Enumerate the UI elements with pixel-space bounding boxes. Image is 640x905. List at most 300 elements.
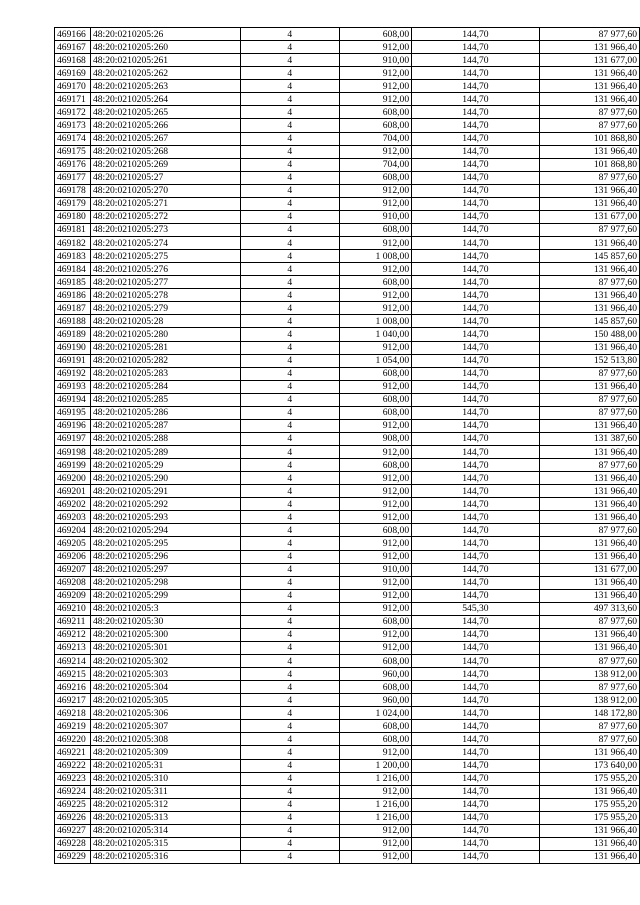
cadastral-value-cell: 131 966,40 — [539, 785, 639, 798]
cadastral-number-cell: 48:20:0210205:284 — [90, 380, 240, 393]
table-row — [55, 158, 640, 171]
group-cell: 4 — [240, 80, 339, 93]
cadastral-value-cell: 87 977,60 — [539, 524, 639, 537]
area-cell: 910,00 — [339, 210, 412, 223]
table-row — [55, 785, 640, 798]
row-id-cell: 469214 — [55, 655, 91, 668]
specific-value-cell: 144,70 — [412, 511, 540, 524]
area-cell: 704,00 — [339, 132, 412, 145]
row-id-cell: 469167 — [55, 41, 91, 54]
table-row — [55, 759, 640, 772]
cadastral-number-cell: 48:20:0210205:283 — [90, 367, 240, 380]
group-cell: 4 — [240, 498, 339, 511]
group-cell: 4 — [240, 850, 339, 863]
cadastral-value-cell: 87 977,60 — [539, 720, 639, 733]
table-row — [55, 707, 640, 720]
table-row — [55, 772, 640, 785]
specific-value-cell: 144,70 — [412, 80, 540, 93]
cadastral-number-cell: 48:20:0210205:270 — [90, 184, 240, 197]
group-cell: 4 — [240, 759, 339, 772]
cadastral-number-cell: 48:20:0210205:311 — [90, 785, 240, 798]
area-cell: 912,00 — [339, 498, 412, 511]
cadastral-value-table — [54, 27, 640, 864]
row-id-cell: 469192 — [55, 367, 91, 380]
group-cell: 4 — [240, 380, 339, 393]
cadastral-value-cell: 152 513,80 — [539, 354, 639, 367]
specific-value-cell: 144,70 — [412, 263, 540, 276]
area-cell: 608,00 — [339, 655, 412, 668]
cadastral-value-cell: 131 966,40 — [539, 550, 639, 563]
group-cell: 4 — [240, 302, 339, 315]
area-cell: 608,00 — [339, 733, 412, 746]
row-id-cell: 469172 — [55, 106, 91, 119]
row-id-cell: 469187 — [55, 302, 91, 315]
area-cell: 608,00 — [339, 615, 412, 628]
row-id-cell: 469200 — [55, 472, 91, 485]
table-row — [55, 681, 640, 694]
table-row — [55, 119, 640, 132]
cadastral-value-cell: 131 966,40 — [539, 289, 639, 302]
cadastral-value-cell: 131 966,40 — [539, 537, 639, 550]
cadastral-number-cell: 48:20:0210205:308 — [90, 733, 240, 746]
cadastral-value-cell: 131 966,40 — [539, 302, 639, 315]
row-id-cell: 469184 — [55, 263, 91, 276]
specific-value-cell: 144,70 — [412, 615, 540, 628]
cadastral-value-cell: 87 977,60 — [539, 223, 639, 236]
specific-value-cell: 144,70 — [412, 171, 540, 184]
cadastral-value-cell: 131 966,40 — [539, 641, 639, 654]
table-row — [55, 485, 640, 498]
group-cell: 4 — [240, 485, 339, 498]
group-cell: 4 — [240, 132, 339, 145]
group-cell: 4 — [240, 472, 339, 485]
area-cell: 1 008,00 — [339, 250, 412, 263]
group-cell: 4 — [240, 171, 339, 184]
cadastral-value-cell: 101 868,80 — [539, 132, 639, 145]
cadastral-value-cell: 175 955,20 — [539, 772, 639, 785]
group-cell: 4 — [240, 158, 339, 171]
group-cell: 4 — [240, 798, 339, 811]
row-id-cell: 469179 — [55, 197, 91, 210]
specific-value-cell: 144,70 — [412, 393, 540, 406]
cadastral-number-cell: 48:20:0210205:291 — [90, 485, 240, 498]
table-row — [55, 406, 640, 419]
cadastral-number-cell: 48:20:0210205:296 — [90, 550, 240, 563]
specific-value-cell: 144,70 — [412, 655, 540, 668]
cadastral-value-cell: 131 966,40 — [539, 498, 639, 511]
specific-value-cell: 144,70 — [412, 798, 540, 811]
row-id-cell: 469181 — [55, 223, 91, 236]
specific-value-cell: 144,70 — [412, 419, 540, 432]
table-row — [55, 145, 640, 158]
row-id-cell: 469208 — [55, 576, 91, 589]
row-id-cell: 469221 — [55, 746, 91, 759]
group-cell: 4 — [240, 406, 339, 419]
cadastral-value-cell: 131 966,40 — [539, 80, 639, 93]
specific-value-cell: 144,70 — [412, 380, 540, 393]
area-cell: 912,00 — [339, 589, 412, 602]
table-row — [55, 328, 640, 341]
row-id-cell: 469219 — [55, 720, 91, 733]
table-row — [55, 106, 640, 119]
cadastral-number-cell: 48:20:0210205:315 — [90, 837, 240, 850]
table-row — [55, 746, 640, 759]
area-cell: 704,00 — [339, 158, 412, 171]
table-row — [55, 250, 640, 263]
cadastral-number-cell: 48:20:0210205:3 — [90, 602, 240, 615]
area-cell: 912,00 — [339, 472, 412, 485]
area-cell: 1 200,00 — [339, 759, 412, 772]
cadastral-value-cell: 87 977,60 — [539, 681, 639, 694]
specific-value-cell: 144,70 — [412, 106, 540, 119]
table-row — [55, 550, 640, 563]
cadastral-number-cell: 48:20:0210205:271 — [90, 197, 240, 210]
cadastral-number-cell: 48:20:0210205:297 — [90, 563, 240, 576]
cadastral-value-cell: 131 966,40 — [539, 446, 639, 459]
row-id-cell: 469225 — [55, 798, 91, 811]
specific-value-cell: 144,70 — [412, 119, 540, 132]
group-cell: 4 — [240, 354, 339, 367]
cadastral-number-cell: 48:20:0210205:30 — [90, 615, 240, 628]
area-cell: 608,00 — [339, 223, 412, 236]
area-cell: 608,00 — [339, 119, 412, 132]
group-cell: 4 — [240, 641, 339, 654]
specific-value-cell: 144,70 — [412, 550, 540, 563]
cadastral-number-cell: 48:20:0210205:281 — [90, 341, 240, 354]
area-cell: 912,00 — [339, 602, 412, 615]
cadastral-value-cell: 497 313,60 — [539, 602, 639, 615]
group-cell: 4 — [240, 289, 339, 302]
group-cell: 4 — [240, 197, 339, 210]
specific-value-cell: 144,70 — [412, 145, 540, 158]
cadastral-value-cell: 131 677,00 — [539, 563, 639, 576]
cadastral-number-cell: 48:20:0210205:276 — [90, 263, 240, 276]
group-cell: 4 — [240, 250, 339, 263]
specific-value-cell: 144,70 — [412, 367, 540, 380]
cadastral-number-cell: 48:20:0210205:279 — [90, 302, 240, 315]
cadastral-value-cell: 131 966,40 — [539, 576, 639, 589]
cadastral-value-cell: 87 977,60 — [539, 28, 639, 41]
specific-value-cell: 144,70 — [412, 576, 540, 589]
specific-value-cell: 144,70 — [412, 772, 540, 785]
area-cell: 1 008,00 — [339, 315, 412, 328]
cadastral-number-cell: 48:20:0210205:275 — [90, 250, 240, 263]
cadastral-value-cell: 131 966,40 — [539, 850, 639, 863]
cadastral-number-cell: 48:20:0210205:304 — [90, 681, 240, 694]
specific-value-cell: 144,70 — [412, 641, 540, 654]
table-row — [55, 824, 640, 837]
area-cell: 608,00 — [339, 524, 412, 537]
group-cell: 4 — [240, 668, 339, 681]
group-cell: 4 — [240, 315, 339, 328]
row-id-cell: 469198 — [55, 446, 91, 459]
row-id-cell: 469216 — [55, 681, 91, 694]
specific-value-cell: 144,70 — [412, 628, 540, 641]
specific-value-cell: 144,70 — [412, 824, 540, 837]
area-cell: 608,00 — [339, 681, 412, 694]
cadastral-value-cell: 87 977,60 — [539, 106, 639, 119]
cadastral-number-cell: 48:20:0210205:272 — [90, 210, 240, 223]
cadastral-number-cell: 48:20:0210205:26 — [90, 28, 240, 41]
specific-value-cell: 144,70 — [412, 850, 540, 863]
specific-value-cell: 144,70 — [412, 67, 540, 80]
specific-value-cell: 144,70 — [412, 223, 540, 236]
cadastral-number-cell: 48:20:0210205:278 — [90, 289, 240, 302]
cadastral-value-cell: 101 868,80 — [539, 158, 639, 171]
cadastral-value-cell: 131 966,40 — [539, 263, 639, 276]
cadastral-number-cell: 48:20:0210205:307 — [90, 720, 240, 733]
cadastral-number-cell: 48:20:0210205:302 — [90, 655, 240, 668]
specific-value-cell: 144,70 — [412, 328, 540, 341]
table-row — [55, 432, 640, 445]
table-row — [55, 237, 640, 250]
table-row — [55, 41, 640, 54]
cadastral-number-cell: 48:20:0210205:295 — [90, 537, 240, 550]
cadastral-value-cell: 87 977,60 — [539, 119, 639, 132]
row-id-cell: 469217 — [55, 694, 91, 707]
specific-value-cell: 144,70 — [412, 707, 540, 720]
specific-value-cell: 144,70 — [412, 184, 540, 197]
group-cell: 4 — [240, 54, 339, 67]
specific-value-cell: 144,70 — [412, 289, 540, 302]
specific-value-cell: 144,70 — [412, 589, 540, 602]
area-cell: 912,00 — [339, 785, 412, 798]
row-id-cell: 469205 — [55, 537, 91, 550]
row-id-cell: 469193 — [55, 380, 91, 393]
cadastral-value-cell: 131 966,40 — [539, 341, 639, 354]
area-cell: 910,00 — [339, 563, 412, 576]
specific-value-cell: 144,70 — [412, 498, 540, 511]
row-id-cell: 469206 — [55, 550, 91, 563]
specific-value-cell: 144,70 — [412, 733, 540, 746]
area-cell: 1 040,00 — [339, 328, 412, 341]
group-cell: 4 — [240, 119, 339, 132]
group-cell: 4 — [240, 733, 339, 746]
group-cell: 4 — [240, 145, 339, 158]
cadastral-value-cell: 87 977,60 — [539, 615, 639, 628]
cadastral-number-cell: 48:20:0210205:260 — [90, 41, 240, 54]
group-cell: 4 — [240, 681, 339, 694]
specific-value-cell: 144,70 — [412, 694, 540, 707]
group-cell: 4 — [240, 550, 339, 563]
group-cell: 4 — [240, 276, 339, 289]
row-id-cell: 469203 — [55, 511, 91, 524]
area-cell: 912,00 — [339, 237, 412, 250]
row-id-cell: 469229 — [55, 850, 91, 863]
specific-value-cell: 144,70 — [412, 237, 540, 250]
cadastral-number-cell: 48:20:0210205:262 — [90, 67, 240, 80]
table-row — [55, 511, 640, 524]
cadastral-value-cell: 87 977,60 — [539, 367, 639, 380]
specific-value-cell: 144,70 — [412, 472, 540, 485]
group-cell: 4 — [240, 446, 339, 459]
table-row — [55, 341, 640, 354]
table-row — [55, 563, 640, 576]
group-cell: 4 — [240, 432, 339, 445]
area-cell: 912,00 — [339, 537, 412, 550]
specific-value-cell: 144,70 — [412, 406, 540, 419]
cadastral-value-cell: 131 966,40 — [539, 628, 639, 641]
row-id-cell: 469177 — [55, 171, 91, 184]
cadastral-number-cell: 48:20:0210205:314 — [90, 824, 240, 837]
area-cell: 912,00 — [339, 263, 412, 276]
row-id-cell: 469226 — [55, 811, 91, 824]
group-cell: 4 — [240, 707, 339, 720]
specific-value-cell: 144,70 — [412, 811, 540, 824]
row-id-cell: 469190 — [55, 341, 91, 354]
table-row — [55, 393, 640, 406]
group-cell: 4 — [240, 785, 339, 798]
cadastral-number-cell: 48:20:0210205:312 — [90, 798, 240, 811]
cadastral-number-cell: 48:20:0210205:305 — [90, 694, 240, 707]
row-id-cell: 469182 — [55, 237, 91, 250]
group-cell: 4 — [240, 746, 339, 759]
row-id-cell: 469211 — [55, 615, 91, 628]
group-cell: 4 — [240, 459, 339, 472]
row-id-cell: 469222 — [55, 759, 91, 772]
cadastral-value-cell: 131 966,40 — [539, 485, 639, 498]
cadastral-value-cell: 131 966,40 — [539, 237, 639, 250]
cadastral-value-cell: 173 640,00 — [539, 759, 639, 772]
area-cell: 608,00 — [339, 367, 412, 380]
group-cell: 4 — [240, 772, 339, 785]
cadastral-value-cell: 131 966,40 — [539, 380, 639, 393]
table-row — [55, 197, 640, 210]
row-id-cell: 469186 — [55, 289, 91, 302]
cadastral-value-cell: 131 966,40 — [539, 837, 639, 850]
row-id-cell: 469195 — [55, 406, 91, 419]
table-row — [55, 315, 640, 328]
table-row — [55, 537, 640, 550]
area-cell: 912,00 — [339, 746, 412, 759]
group-cell: 4 — [240, 237, 339, 250]
cadastral-number-cell: 48:20:0210205:28 — [90, 315, 240, 328]
area-cell: 608,00 — [339, 28, 412, 41]
specific-value-cell: 144,70 — [412, 785, 540, 798]
area-cell: 960,00 — [339, 694, 412, 707]
area-cell: 908,00 — [339, 432, 412, 445]
table-row — [55, 459, 640, 472]
cadastral-value-cell: 131 966,40 — [539, 145, 639, 158]
specific-value-cell: 144,70 — [412, 681, 540, 694]
cadastral-number-cell: 48:20:0210205:286 — [90, 406, 240, 419]
table-row — [55, 93, 640, 106]
cadastral-number-cell: 48:20:0210205:313 — [90, 811, 240, 824]
cadastral-number-cell: 48:20:0210205:268 — [90, 145, 240, 158]
group-cell: 4 — [240, 93, 339, 106]
group-cell: 4 — [240, 419, 339, 432]
cadastral-value-cell: 131 966,40 — [539, 93, 639, 106]
table-row — [55, 655, 640, 668]
table-row — [55, 184, 640, 197]
cadastral-number-cell: 48:20:0210205:31 — [90, 759, 240, 772]
specific-value-cell: 144,70 — [412, 302, 540, 315]
area-cell: 912,00 — [339, 824, 412, 837]
cadastral-value-cell: 131 966,40 — [539, 197, 639, 210]
group-cell: 4 — [240, 602, 339, 615]
cadastral-value-cell: 131 966,40 — [539, 184, 639, 197]
table-body — [55, 28, 640, 864]
row-id-cell: 469215 — [55, 668, 91, 681]
cadastral-number-cell: 48:20:0210205:267 — [90, 132, 240, 145]
cadastral-value-cell: 131 677,00 — [539, 210, 639, 223]
row-id-cell: 469224 — [55, 785, 91, 798]
group-cell: 4 — [240, 694, 339, 707]
specific-value-cell: 144,70 — [412, 276, 540, 289]
row-id-cell: 469213 — [55, 641, 91, 654]
area-cell: 912,00 — [339, 576, 412, 589]
row-id-cell: 469210 — [55, 602, 91, 615]
specific-value-cell: 144,70 — [412, 668, 540, 681]
area-cell: 1 216,00 — [339, 798, 412, 811]
cadastral-value-cell: 150 488,00 — [539, 328, 639, 341]
cadastral-number-cell: 48:20:0210205:306 — [90, 707, 240, 720]
group-cell: 4 — [240, 511, 339, 524]
cadastral-number-cell: 48:20:0210205:285 — [90, 393, 240, 406]
cadastral-number-cell: 48:20:0210205:282 — [90, 354, 240, 367]
specific-value-cell: 144,70 — [412, 132, 540, 145]
group-cell: 4 — [240, 537, 339, 550]
table-row — [55, 354, 640, 367]
cadastral-number-cell: 48:20:0210205:292 — [90, 498, 240, 511]
group-cell: 4 — [240, 524, 339, 537]
specific-value-cell: 144,70 — [412, 93, 540, 106]
group-cell: 4 — [240, 41, 339, 54]
cadastral-number-cell: 48:20:0210205:288 — [90, 432, 240, 445]
row-id-cell: 469173 — [55, 119, 91, 132]
area-cell: 1 054,00 — [339, 354, 412, 367]
table-row — [55, 524, 640, 537]
specific-value-cell: 144,70 — [412, 432, 540, 445]
table-row — [55, 302, 640, 315]
cadastral-value-cell: 148 172,80 — [539, 707, 639, 720]
cadastral-number-cell: 48:20:0210205:298 — [90, 576, 240, 589]
row-id-cell: 469209 — [55, 589, 91, 602]
cadastral-number-cell: 48:20:0210205:303 — [90, 668, 240, 681]
row-id-cell: 469191 — [55, 354, 91, 367]
group-cell: 4 — [240, 341, 339, 354]
row-id-cell: 469218 — [55, 707, 91, 720]
specific-value-cell: 144,70 — [412, 446, 540, 459]
table-row — [55, 289, 640, 302]
table-row — [55, 210, 640, 223]
row-id-cell: 469223 — [55, 772, 91, 785]
cadastral-number-cell: 48:20:0210205:29 — [90, 459, 240, 472]
table-row — [55, 641, 640, 654]
row-id-cell: 469176 — [55, 158, 91, 171]
cadastral-value-cell: 87 977,60 — [539, 459, 639, 472]
row-id-cell: 469170 — [55, 80, 91, 93]
table-row — [55, 733, 640, 746]
group-cell: 4 — [240, 615, 339, 628]
specific-value-cell: 144,70 — [412, 759, 540, 772]
group-cell: 4 — [240, 223, 339, 236]
area-cell: 912,00 — [339, 485, 412, 498]
group-cell: 4 — [240, 720, 339, 733]
table-row — [55, 446, 640, 459]
cadastral-value-cell: 175 955,20 — [539, 798, 639, 811]
table-row — [55, 668, 640, 681]
row-id-cell: 469180 — [55, 210, 91, 223]
table-row — [55, 367, 640, 380]
table-row — [55, 576, 640, 589]
row-id-cell: 469168 — [55, 54, 91, 67]
table-row — [55, 132, 640, 145]
cadastral-number-cell: 48:20:0210205:264 — [90, 93, 240, 106]
area-cell: 912,00 — [339, 837, 412, 850]
cadastral-value-cell: 87 977,60 — [539, 655, 639, 668]
row-id-cell: 469175 — [55, 145, 91, 158]
